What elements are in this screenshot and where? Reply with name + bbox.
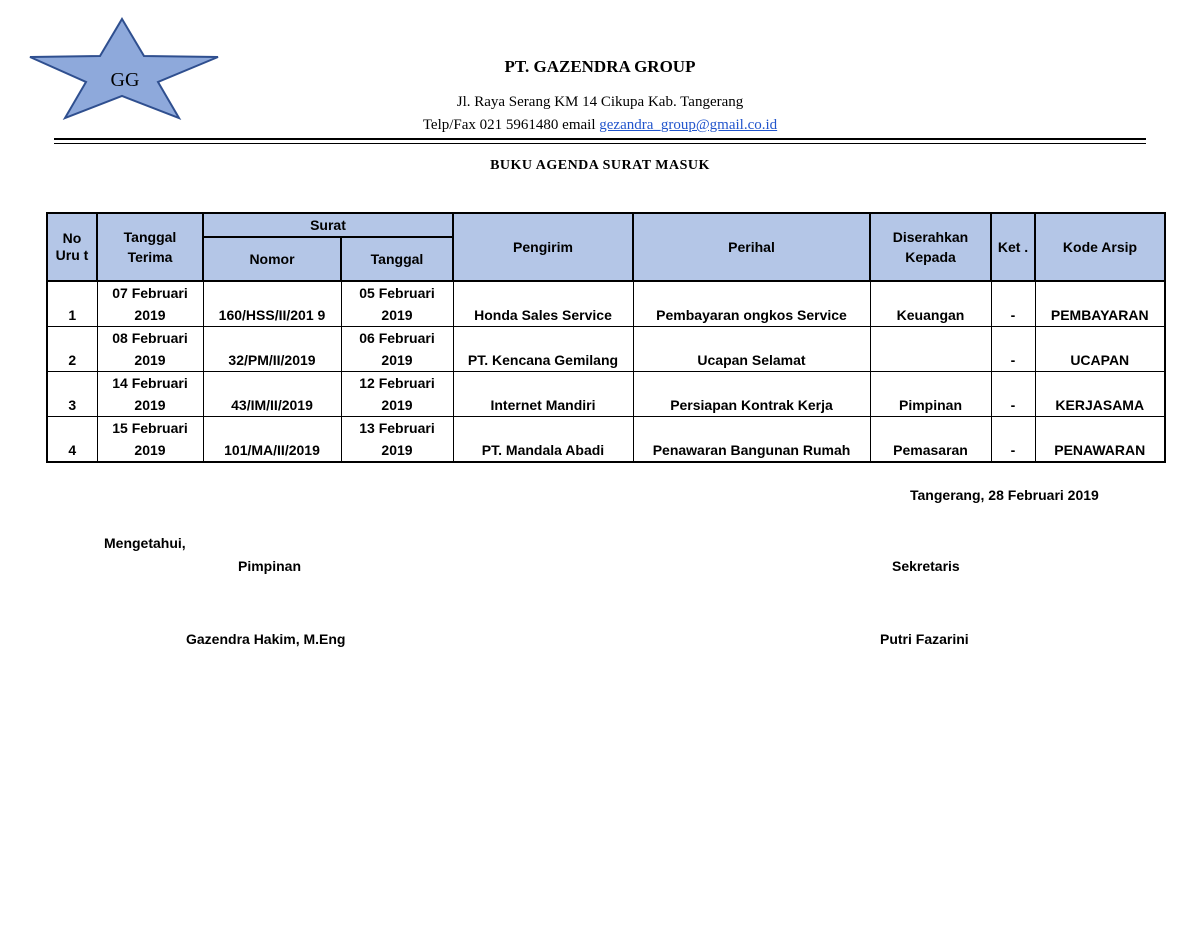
document-title: BUKU AGENDA SURAT MASUK	[490, 158, 710, 173]
letterhead-rule-thick	[54, 138, 1146, 140]
cell-diserahkan: Keuangan	[870, 281, 991, 327]
cell-diserahkan: Pemasaran	[870, 417, 991, 463]
cell-perihal: Ucapan Selamat	[633, 327, 870, 372]
company-address: Jl. Raya Serang KM 14 Cikupa Kab. Tangerang	[456, 94, 744, 110]
cell-tanggal-terima: 14 Februari 2019	[97, 372, 203, 417]
cell-tanggal-terima: 07 Februari 2019	[97, 281, 203, 327]
cell-perihal: Pembayaran ongkos Service	[633, 281, 870, 327]
header-no: No Uru t	[47, 213, 97, 281]
cell-perihal: Persiapan Kontrak Kerja	[633, 372, 870, 417]
header-tanggal-terima: Tanggal Terima	[97, 213, 203, 281]
table-row	[47, 281, 1165, 327]
cell-perihal: Penawaran Bangunan Rumah	[633, 417, 870, 463]
email-link[interactable]: gezandra_group@gmail.co.id	[599, 117, 778, 133]
cell-kode-arsip: PEMBAYARAN	[1035, 281, 1165, 327]
cell-ket: -	[991, 281, 1035, 327]
company-contact	[0, 117, 1200, 134]
header-perihal: Perihal	[633, 213, 870, 281]
cell-kode-arsip: KERJASAMA	[1035, 372, 1165, 417]
acknowledged-label: Mengetahui,	[104, 535, 186, 551]
cell-no: 1	[47, 281, 97, 327]
cell-ket: -	[991, 417, 1035, 463]
cell-tanggal: 12 Februari 2019	[341, 372, 453, 417]
cell-tanggal-terima: 15 Februari 2019	[97, 417, 203, 463]
table-row	[47, 417, 1165, 463]
cell-kode-arsip: PENAWARAN	[1035, 417, 1165, 463]
cell-tanggal: 06 Februari 2019	[341, 327, 453, 372]
cell-nomor: 160/HSS/II/201 9	[203, 281, 341, 327]
cell-no: 4	[47, 417, 97, 463]
cell-nomor: 32/PM/II/2019	[203, 327, 341, 372]
cell-tanggal: 05 Februari 2019	[341, 281, 453, 327]
logo-initials: GG	[110, 69, 140, 91]
cell-pengirim: PT. Kencana Gemilang	[453, 327, 633, 372]
cell-pengirim: Honda Sales Service	[453, 281, 633, 327]
header-diserahkan: Diserahkan Kepada	[870, 213, 991, 281]
cell-no: 2	[47, 327, 97, 372]
agenda-table	[46, 212, 1166, 463]
right-signer-role: Sekretaris	[892, 558, 960, 574]
cell-diserahkan: Pimpinan	[870, 372, 991, 417]
cell-nomor: 43/IM/II/2019	[203, 372, 341, 417]
header-tanggal: Tanggal	[341, 237, 453, 281]
left-signer-name: Gazendra Hakim, M.Eng	[186, 631, 346, 647]
cell-nomor: 101/MA/II/2019	[203, 417, 341, 463]
place-date: Tangerang, 28 Februari 2019	[910, 487, 1099, 503]
cell-pengirim: Internet Mandiri	[453, 372, 633, 417]
left-signer-role: Pimpinan	[238, 558, 302, 574]
header-surat: Surat	[203, 213, 453, 237]
table-row	[47, 372, 1165, 417]
cell-kode-arsip: UCAPAN	[1035, 327, 1165, 372]
header-nomor: Nomor	[203, 237, 341, 281]
cell-ket: -	[991, 327, 1035, 372]
cell-tanggal-terima: 08 Februari 2019	[97, 327, 203, 372]
header-pengirim: Pengirim	[453, 213, 633, 281]
letterhead-rule-thin	[54, 143, 1146, 144]
company-name: PT. GAZENDRA GROUP	[504, 57, 696, 76]
cell-no: 3	[47, 372, 97, 417]
cell-pengirim: PT. Mandala Abadi	[453, 417, 633, 463]
cell-ket: -	[991, 372, 1035, 417]
right-signer-name: Putri Fazarini	[880, 631, 969, 647]
contact-prefix: Telp/Fax 021 5961480 email	[422, 117, 600, 133]
cell-diserahkan	[870, 327, 991, 372]
table-row	[47, 327, 1165, 372]
header-kode-arsip: Kode Arsip	[1035, 213, 1165, 281]
cell-tanggal: 13 Februari 2019	[341, 417, 453, 463]
header-ket: Ket .	[991, 213, 1035, 281]
